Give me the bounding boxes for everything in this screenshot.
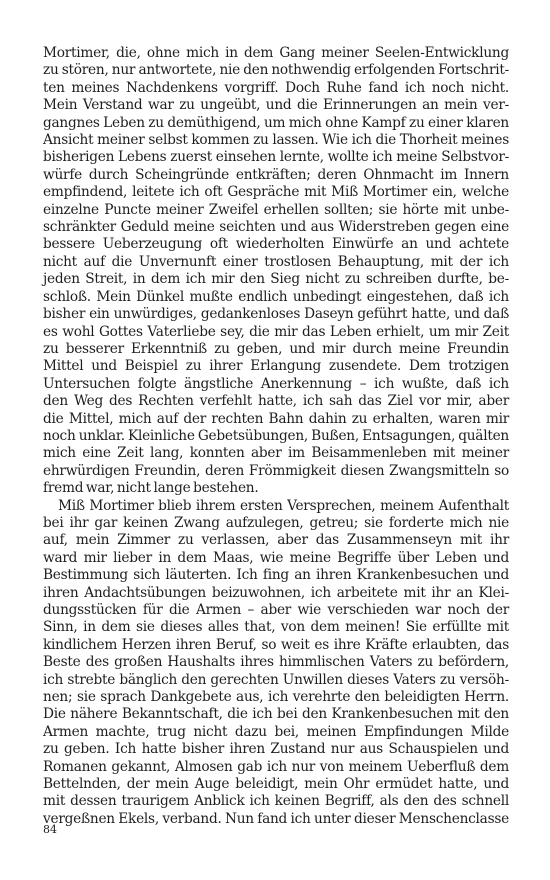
text-line: bei ihr gar keinen Zwang aufzulegen, getreu; sie forderte mich nie xyxy=(43,514,509,531)
text-line: bisherigen Lebens zuerst einsehen lernte, wollte ich meine Selbstvor- xyxy=(43,149,509,166)
text-line: Mittel und Beispiel zu ihrer Erlangung zusendete. Dem trotzigen xyxy=(43,358,509,375)
text-line: Mein Verstand war zu ungeübt, und die Erinnerungen an mein ver- xyxy=(43,97,509,114)
text-line: Mortimer, die, ohne mich in dem Gang meiner Seelen-Entwicklung xyxy=(43,45,509,61)
text-line: ehrwürdigen Freundin, deren Frömmigkeit diesen Zwangsmitteln so xyxy=(43,462,509,479)
text-line: jeden Streit, in dem ich mir den Sieg nicht zu schreiben durfte, be- xyxy=(43,271,509,288)
text-line: Beste des großen Haushalts ihres himmlischen Vaters zu befördern, xyxy=(43,654,509,671)
text-line: Bettelnden, der mein Auge beleidigt, mein Ohr ermüdet hatte, und xyxy=(43,776,509,793)
text-line: einzelne Puncte meiner Zweifel erhellen sollten; sie hörte mit unbe- xyxy=(43,201,509,218)
text-line: bisher ein unwürdiges, gedankenloses Daseyn geführt hatte, und daß xyxy=(43,306,509,323)
text-line: vergeßnen Ekels, verband. Nun fand ich unter dieser Menschenclasse xyxy=(43,810,509,827)
text-line: kindlichem Herzen ihren Beruf, so weit es ihre Kräfte erlaubten, das xyxy=(43,636,509,653)
text-line: nicht auf die Unvernunft einer trostlosen Behauptung, mit der ich xyxy=(43,253,509,270)
text-line: Ansicht meiner selbst kommen zu lassen. Wie ich die Thorheit meines xyxy=(43,132,509,149)
text-line: noch unklar. Kleinliche Gebetsübungen, Bußen, Entsagungen, quälten xyxy=(43,427,509,444)
text-line: die Mittel, mich auf der rechten Bahn dahin zu erhalten, waren mir xyxy=(43,410,509,427)
text-line: es wohl Gottes Vaterliebe sey, die mir das Leben erhielt, um mir Zeit xyxy=(43,323,509,340)
text-line: zu stören, nur antwortete, nie den nothwendig erfolgenden Fortschrit- xyxy=(43,62,509,79)
text-line: zu besserer Erkenntniß zu geben, und mir durch meine Freundin xyxy=(43,340,509,357)
text-line: mich eine Zeit lang, konnten aber im Beisammenleben mit meiner xyxy=(43,445,509,462)
text-line: zu geben. Ich hatte bisher ihren Zustand nur aus Schauspielen und xyxy=(43,741,509,758)
text-line: würfe durch Scheingründe entkräften; deren Ohnmacht im Innern xyxy=(43,166,509,183)
text-line: dungsstücken für die Armen – aber wie verschieden war noch der xyxy=(43,602,509,618)
page-number: 84 xyxy=(43,823,57,836)
text-line: ward mir lieber in dem Maas, wie meine Begriffe über Leben und xyxy=(43,549,509,566)
text-line: ten meines Nachdenkens vorgriff. Doch Ruhe fand ich noch nicht. xyxy=(43,79,509,96)
text-line: Sinn, in dem sie dieses alles that, von dem meinen! Sie erfüllte mit xyxy=(43,619,509,636)
text-line: schloß. Mein Dünkel mußte endlich unbedingt eingestehen, daß ich xyxy=(43,288,509,305)
text-line: Armen machte, trug nicht dazu bei, meinen Empfindungen Milde xyxy=(43,723,509,740)
text-line: schränkter Geduld meine seichten und aus Widerstreben gegen eine xyxy=(43,219,509,236)
text-line: empfindend, leitete ich oft Gespräche mit Miß Mortimer ein, welche xyxy=(43,184,509,201)
text-line: gangnes Leben zu demüthigend, um mich ohne Kampf zu einer klaren xyxy=(43,114,509,131)
text-line: ihren Andachtsübungen beizuwohnen, ich arbeitete mit ihr an Klei- xyxy=(43,584,509,601)
text-line: auf, mein Zimmer zu verlassen, aber das Zusammenseyn mit ihr xyxy=(43,532,509,549)
paragraph-end-line: fremd war, nicht lange bestehen. xyxy=(43,480,259,497)
text-line: nen; sie sprach Dankgebete aus, ich verehrte den beleidigten Herrn. xyxy=(43,689,509,706)
text-line: ich strebte bänglich den gerechten Unwillen dieses Vaters zu versöh- xyxy=(43,671,509,688)
text-line: mit dessen traurigem Anblick ich keinen Begriff, als den des schnell xyxy=(43,793,509,810)
text-line: Bestimmung sich läuterten. Ich fing an ihren Krankenbesuchen und xyxy=(43,567,509,584)
text-line: Untersuchen folgte ängstliche Anerkennung – ich wußte, daß ich xyxy=(43,375,509,392)
text-line: bessere Ueberzeugung oft wiederholten Einwürfe an und achtete xyxy=(43,236,509,253)
text-line: den Weg des Rechten verfehlt hatte, ich sah das Ziel vor mir, aber xyxy=(43,393,509,410)
body-text xyxy=(43,45,509,828)
text-line: Romanen gekannt, Almosen gab ich nur von meinem Ueberfluß dem xyxy=(43,758,509,775)
text-line: Die nähere Bekanntschaft, die ich bei den Krankenbesuchen mit den xyxy=(43,706,509,723)
paragraph-start-line: Miß Mortimer blieb ihrem ersten Versprechen, meinem Aufenthalt xyxy=(58,497,509,514)
